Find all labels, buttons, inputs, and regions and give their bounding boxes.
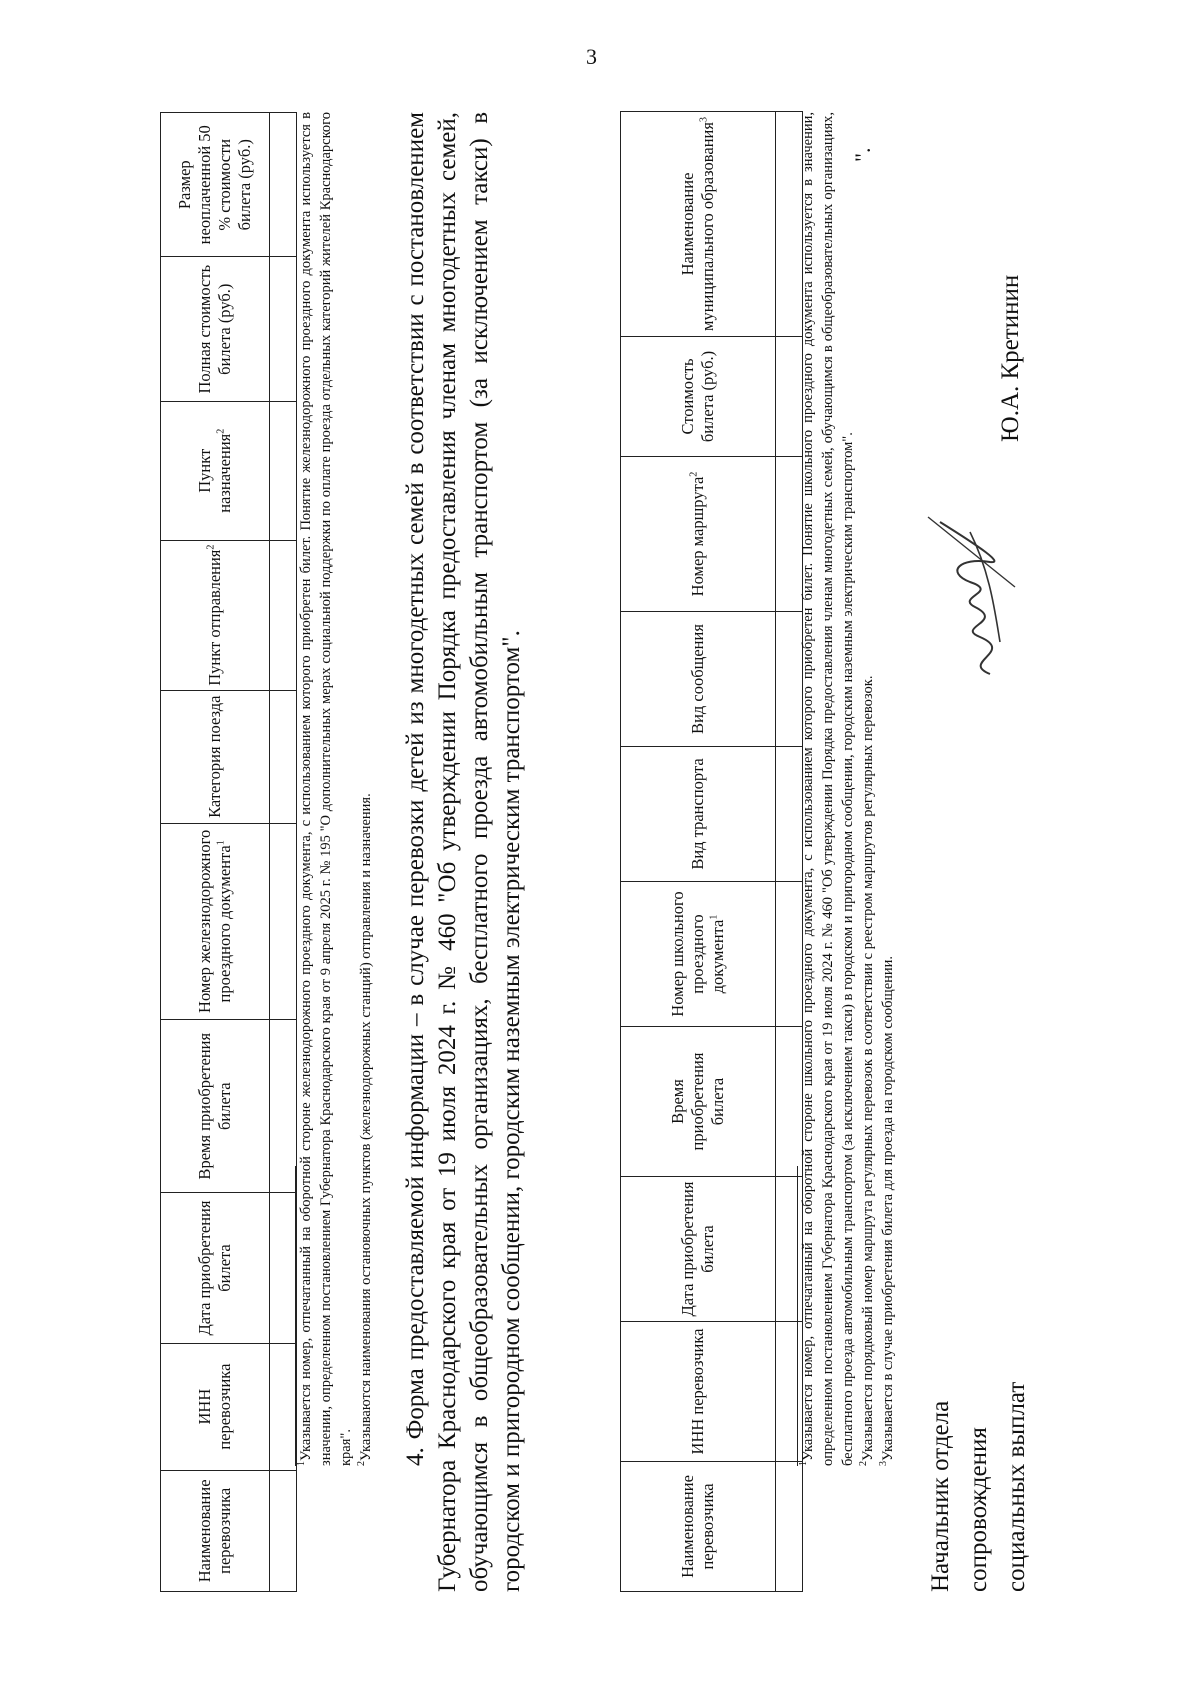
header-cell: Наименование перевозчика [621,1462,776,1592]
header-cell: Номер школьного проездного документа$^1$ [621,882,776,1027]
school-ticket-table [620,111,803,1592]
header-cell: Номер железнодорожного проездного документа$^1$ [161,823,270,1019]
footnote: $^1$Указывается номер, отпечатанный на оборотной стороне школьного проездного документа, с использованием которого приобретен билет. Понятие школьного проездного документа используется в значении, определенном постановлением Губернатора Краснодарского края от 19 июля 2024 г. № 460 "Об утверждении Порядка предоставления членам многодетных семей, обучающимся в общеобразовательных организациях, бесплатного проезда автомобильным транспортом (за исключением такси) в городском и пригородном сообщении, городским наземным электрическим транспортом". [798,112,856,1466]
header-cell: Вид транспорта [621,747,776,882]
header-cell: Полная стоимость билета (руб.) [161,257,270,401]
railway-ticket-table [160,112,297,1592]
header-cell: Дата приобретения билета [161,1193,270,1343]
header-cell: ИНН перевозчика [621,1322,776,1462]
title-line: Начальник отдела [927,1400,954,1592]
header-cell: Время приобретения билета [161,1020,270,1193]
header-cell: Наименование перевозчика [161,1470,270,1591]
header-cell: ИНН перевозчика [161,1343,270,1470]
header-cell: Стоимость билета (руб.) [621,337,776,457]
table-header-row [621,112,776,1592]
header-cell: Пункт отправления$^2$ [161,540,270,690]
page-number: 3 [586,44,597,69]
footnote: $^2$Указываются наименования остановочных пунктов (железнодорожных станций) отправления и назначения. [356,793,374,1466]
header-cell: Наименование муниципального образования$^3$ [621,112,776,337]
table-header-row [161,113,270,1592]
title-line: сопровождения [965,1427,992,1592]
signatory-name: Ю.А. Кретинин [997,274,1024,442]
header-cell: Пункт назначения$^2$ [161,401,270,540]
header-cell: Размер неоплаченной 50 % стоимости билета (руб.) [161,113,270,258]
footnote: $^2$Указывается порядковый номер маршрута регулярных перевозок в соответствии с реестром маршрутов регулярных перевозок. [858,675,876,1466]
header-cell: Категория поезда [161,690,270,823]
header-cell: Номер маршрута$^2$ [621,457,776,612]
table-row [270,113,297,1592]
header-cell: Вид сообщения [621,612,776,747]
footnote: $^1$Указывается номер, отпечатанный на оборотной стороне железнодорожного проездного документа, с использованием которого приобретен билет. Понятие железнодорожного проездного документа используется в значении, определенном постановлением Губернатора Краснодарского края от 9 апреля 2025 г. № 195 "О дополнительных мерах социальной поддержки по оплате проезда отдельных категорий жителей Краснодарского края". [296,112,354,1466]
handwritten-signature-icon [920,512,1030,682]
closing-quote: ". [850,147,875,162]
footnotes-table-1 [295,112,376,1592]
footnotes-table-2 [797,112,898,1592]
header-cell: Дата приобретения билета [621,1177,776,1322]
header-cell: Время приобретения билета [621,1027,776,1177]
main-paragraph: 4. Форма предоставляемой информации – в случае перевозки детей из многодетных семей в соответствии с постановлением Губернатора Краснодарского края от 19 июля 2024 г. № 460 "Об утверждении Порядка предоставления членам многодетных семей, обучающимся в общеобразовательных организациях, бесплатного проезда автомобильным транспортом (за исключением такси) в городском и пригородном сообщении, городским наземным электрическим транспортом". [402,112,525,1592]
footnote: $^3$Указывается в случае приобретения билета для проезда на городском сообщении. [878,955,896,1466]
signatory-title [922,1382,1036,1592]
title-line: социальных выплат [1003,1381,1030,1592]
landscape-content [160,112,1090,1592]
